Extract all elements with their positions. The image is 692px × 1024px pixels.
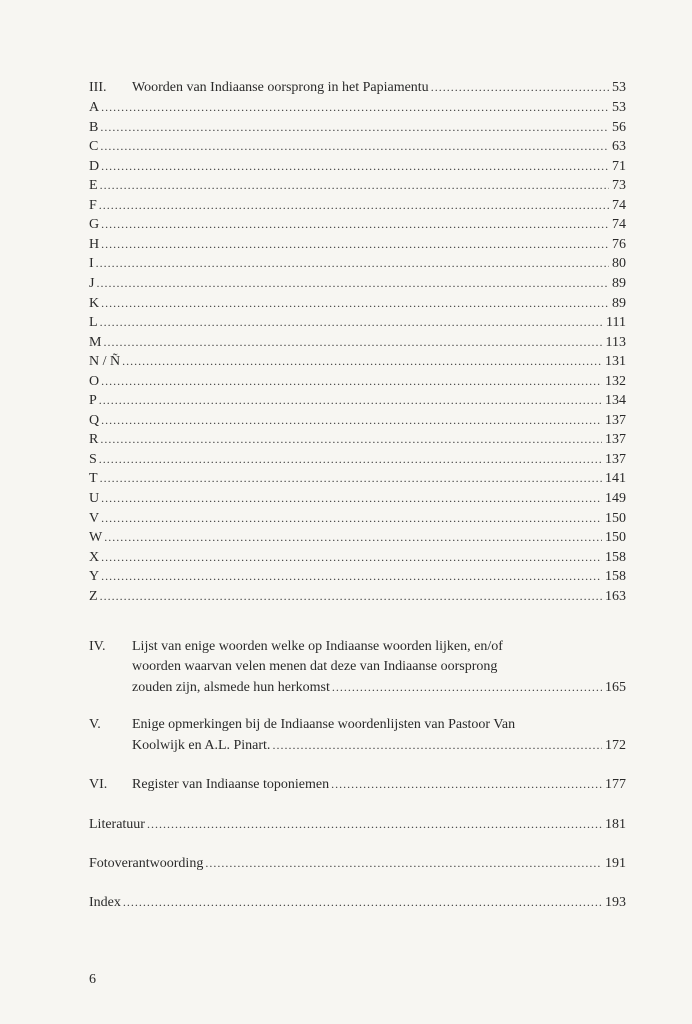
dot-leader: [99, 449, 602, 469]
toc-entry-letter: [89, 214, 626, 234]
toc-entry-fotoverantwoording: [89, 853, 626, 873]
page-ref: 177: [605, 777, 626, 792]
letter-label: K: [89, 295, 100, 311]
toc-entry-letter: [89, 351, 626, 371]
toc-entry-letter: [89, 97, 626, 117]
letter-label: Q: [89, 412, 100, 428]
dot-leader: [99, 195, 609, 215]
toc-entry-section-6: [89, 774, 626, 794]
toc-entry-section-3: [89, 77, 626, 97]
letter-label: O: [89, 373, 100, 389]
dot-leader: [100, 312, 603, 332]
page-ref: 63: [612, 139, 626, 155]
page-ref: 131: [605, 354, 626, 370]
toc-entry-index: [89, 892, 626, 912]
letter-label: X: [89, 549, 100, 565]
toc-entry-letter: [89, 410, 626, 430]
page-ref: 80: [612, 256, 626, 272]
section-number: III.: [89, 80, 107, 95]
letter-label: A: [89, 100, 100, 115]
page-ref: 73: [612, 178, 626, 194]
page-ref: 76: [612, 236, 626, 252]
page-number: 6: [89, 972, 96, 987]
dot-leader: [101, 547, 602, 567]
page-ref: 137: [605, 432, 626, 448]
section-title-line: Lijst van enige woorden welke op Indiaanse woorden lijken, en/of: [132, 639, 503, 654]
dot-leader: [96, 253, 609, 273]
dot-leader: [101, 488, 602, 508]
dot-leader: [99, 390, 602, 410]
toc-entry-letter: [89, 273, 626, 293]
dot-leader: [205, 853, 602, 873]
page-ref: 71: [612, 158, 626, 174]
page-ref: 181: [605, 817, 626, 832]
page-ref: 172: [605, 738, 626, 753]
section-title-line: zouden zijn, alsmede hun herkomst: [132, 680, 330, 695]
letter-label: L: [89, 315, 98, 331]
page-ref: 132: [605, 373, 626, 389]
dot-leader: [100, 175, 609, 195]
dot-leader: [101, 410, 602, 430]
dot-leader: [331, 774, 602, 794]
dot-leader: [101, 97, 609, 117]
dot-leader: [123, 892, 602, 912]
letter-label: R: [89, 432, 99, 448]
page-ref: 111: [606, 315, 626, 331]
dot-leader: [100, 429, 602, 449]
toc-entry-letter: [89, 508, 626, 528]
toc-entry-letter: [89, 175, 626, 195]
section-title-line: Enige opmerkingen bij de Indiaanse woordenlijsten van Pastoor Van: [132, 717, 516, 732]
page-ref: 89: [612, 276, 626, 291]
page-ref: 113: [605, 334, 626, 350]
entry-title: Literatuur: [89, 817, 145, 832]
section-title-line: woorden waarvan velen menen dat deze van Indiaanse oorsprong: [132, 659, 498, 674]
toc-entry-letter: [89, 468, 626, 488]
section-title: Register van Indiaanse toponiemen: [132, 777, 330, 792]
page-ref: 158: [605, 569, 626, 585]
toc-entry-letter: [89, 293, 626, 313]
dot-leader: [101, 566, 602, 586]
toc-entry-literatuur: [89, 814, 626, 834]
toc-entry-letter: [89, 488, 626, 508]
page-ref: 141: [605, 471, 626, 487]
letter-label: M: [89, 334, 102, 350]
dot-leader: [101, 371, 602, 391]
dot-leader: [122, 351, 602, 371]
dot-leader: [272, 735, 602, 755]
section-number: V.: [89, 717, 101, 732]
page-ref: 89: [612, 295, 626, 311]
dot-leader: [101, 234, 609, 254]
page-ref: 193: [605, 895, 626, 910]
letter-label: P: [89, 393, 97, 409]
letter-label: Z: [89, 588, 98, 604]
letter-label: D: [89, 158, 100, 174]
section-title: Woorden van Indiaanse oorsprong in het Papiamentu: [132, 80, 429, 95]
dot-leader: [103, 332, 602, 352]
dot-leader: [104, 527, 602, 547]
toc-entry-letter: [89, 390, 626, 410]
dot-leader: [101, 214, 609, 234]
letter-label: E: [89, 178, 98, 194]
letter-label: W: [89, 530, 103, 546]
page-ref: 74: [612, 217, 626, 233]
page-ref: 150: [605, 510, 626, 526]
dot-leader: [100, 117, 609, 137]
page-ref: 150: [605, 530, 626, 546]
page-ref: 137: [605, 412, 626, 428]
toc-entry-letter: [89, 429, 626, 449]
letter-label: H: [89, 236, 100, 252]
dot-leader: [101, 156, 609, 176]
letter-label: T: [89, 471, 98, 487]
toc-entry-letter: [89, 117, 626, 137]
letter-label: J: [89, 276, 95, 291]
section-title-line: Koolwijk en A.L. Pinart.: [132, 738, 271, 753]
toc-entry-letter: [89, 586, 626, 606]
toc-entry-letter: [89, 253, 626, 273]
letter-label: U: [89, 491, 100, 506]
letter-label: S: [89, 451, 97, 467]
toc-entry-letter: [89, 449, 626, 469]
dot-leader: [101, 508, 602, 528]
letter-label: G: [89, 217, 100, 233]
page-ref: 163: [605, 588, 626, 604]
dot-leader: [147, 814, 602, 834]
page-ref: 53: [612, 100, 626, 115]
section-number: IV.: [89, 639, 106, 654]
section-number: VI.: [89, 777, 108, 792]
toc-entry-letter: [89, 312, 626, 332]
toc-entry-section-5: [89, 715, 626, 755]
letter-label: F: [89, 197, 97, 213]
page-ref: 191: [605, 856, 626, 871]
letter-label: V: [89, 510, 100, 526]
dot-leader: [100, 586, 602, 606]
dot-leader: [431, 77, 609, 97]
toc-entry-letter: [89, 234, 626, 254]
page-ref: 134: [605, 393, 626, 409]
page-ref: 137: [605, 451, 626, 467]
dot-leader: [100, 468, 602, 488]
entry-title: Fotoverantwoording: [89, 856, 204, 871]
letter-label: C: [89, 139, 99, 155]
toc-entry-letter: [89, 527, 626, 547]
toc-entry-letter: [89, 136, 626, 156]
toc-entry-letter: [89, 547, 626, 567]
page-ref: 74: [612, 197, 626, 213]
dot-leader: [100, 136, 609, 156]
dot-leader: [96, 273, 609, 293]
toc-entry-section-4: [89, 637, 626, 697]
entry-title: Index: [89, 895, 121, 910]
toc-entry-letter: [89, 332, 626, 352]
page-ref: 56: [612, 119, 626, 135]
toc-entry-letter: [89, 566, 626, 586]
letter-label: B: [89, 119, 99, 135]
letter-label: N / Ñ: [89, 354, 121, 370]
toc-entry-letter: [89, 195, 626, 215]
dot-leader: [332, 677, 602, 697]
page-ref: 149: [605, 491, 626, 506]
toc-entry-letter: [89, 371, 626, 391]
dot-leader: [101, 293, 609, 313]
page-ref: 53: [612, 80, 626, 95]
toc-entry-letter: [89, 156, 626, 176]
letter-label: I: [89, 256, 94, 272]
page-ref: 165: [605, 680, 626, 695]
letter-label: Y: [89, 569, 100, 585]
page-ref: 158: [605, 549, 626, 565]
